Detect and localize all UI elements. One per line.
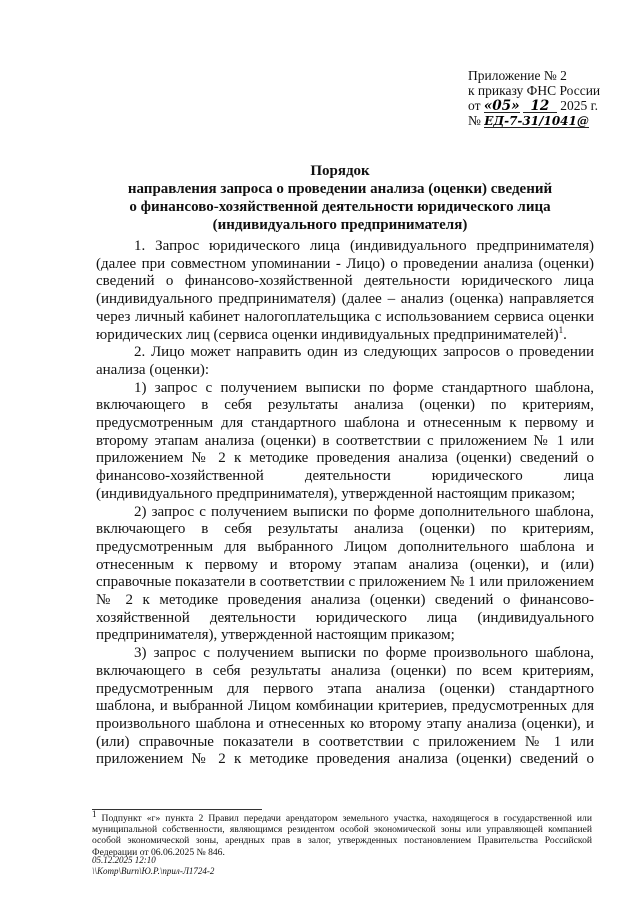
footnote-ref: 1 [558, 324, 564, 335]
title-line-4: (индивидуального предпринимателя) [212, 217, 468, 233]
title-line-2: направления запроса о проведении анализа (оценки) сведений [127, 181, 553, 197]
footnote-separator [92, 809, 262, 810]
file-path: \\Komp\Burn\Ю.Р.\прил-Л1724-2 [92, 865, 215, 876]
paragraph-2: 2. Лицо может направить один из следующих запросов о проведении анализа (оценки): [96, 344, 594, 378]
paragraph-item-3: 3) запрос с получением выписки по форме произвольного шаблона, включающего в себя результаты анализа (оценки) по всем критериям, предусмотренным для первого этапа анализа (оценки) стандартного шаблона, и выбранной Лицом комбинации критериев, предусмотренных для произвольного шаблона и отнесенных ко второму этапу анализа (оценки), и (или) справочные показатели в соответствии с приложением № 1 или приложением № 2 к методике проведения анализа (оценки) сведений о [96, 645, 594, 768]
appendix-date [468, 98, 628, 113]
order-number-handwritten: ЕД-7-31/1041@ [484, 114, 589, 128]
file-timestamp: 05.12.2025 12:10 [92, 855, 156, 865]
document-body [96, 238, 594, 769]
document-title [100, 162, 580, 234]
date-month-handwritten: 12 [523, 100, 557, 113]
appendix-order-ref: к приказу ФНС России [468, 83, 601, 98]
appendix-number [468, 113, 628, 128]
appendix-header [468, 68, 628, 128]
paragraph-item-1: 1) запрос с получением выписки по форме стандартного шаблона, включающего в себя результаты анализа (оценки) по критериям, предусмотренным для стандартного шаблона и отнесенным к первому и второму этапам анализа (оценки) в соответствии с приложением № 1 или приложением № 2 к методике проведения анализа (оценки) сведений о финансово-хозяйственной деятельности юридического лица (индивидуального предпринимателя), утвержденной настоящим приказом; [96, 379, 594, 502]
number-prefix: № [468, 113, 481, 128]
footnote-mark: 1 [92, 808, 97, 819]
title-line-3: о финансово-хозяйственной деятельности юридического лица [129, 199, 551, 215]
appendix-title: Приложение № 2 [468, 68, 567, 83]
paragraph-item-2: 2) запрос с получением выписки по форме дополнительного шаблона, включающего в себя результаты анализа (оценки) по критериям, предусмотренным для выбранного Лицом дополнительного шаблона и отнесенным к первому и второму этапам анализа (оценки), и (или) справочные показатели в соответствии с приложением № 1 или приложением № 2 к методике проведения анализа (оценки) сведений о финансово-хозяйственной деятельности юридического лица (индивидуального предпринимателя), утвержденной настоящим приказом; [96, 503, 594, 644]
date-year: 2025 г. [560, 98, 599, 113]
title-line-1: Порядок [310, 163, 370, 179]
footnote [92, 808, 592, 858]
footnote-text: Подпункт «г» пункта 2 Правил передачи арендатором земельного участка, находящегося в государственной или муниципальной собственности, являющимся резидентом особой экономической зоны или управляющей компанией особой экономической зоны, арендных прав в залог, утвержденных постановлением Правительства Российской Федерации от 06.06.2025 № 846. [92, 813, 592, 858]
paragraph-1: 1. Запрос юридического лица (индивидуального предпринимателя) (далее при совместном упоминании - Лицо) о проведении анализа (оценки) сведений о финансово-хозяйственной деятельности юридического лица (индивидуального предпринимателя) (далее – анализ (оценка) направляется через личный кабинет налогоплательщика с использованием сервиса оценки юридических лиц (сервиса оценки индивидуальных предпринимателей)$^1$. [96, 238, 594, 343]
date-day-handwritten: «05» [483, 98, 520, 114]
date-prefix: от [468, 98, 481, 113]
file-meta [92, 855, 214, 876]
